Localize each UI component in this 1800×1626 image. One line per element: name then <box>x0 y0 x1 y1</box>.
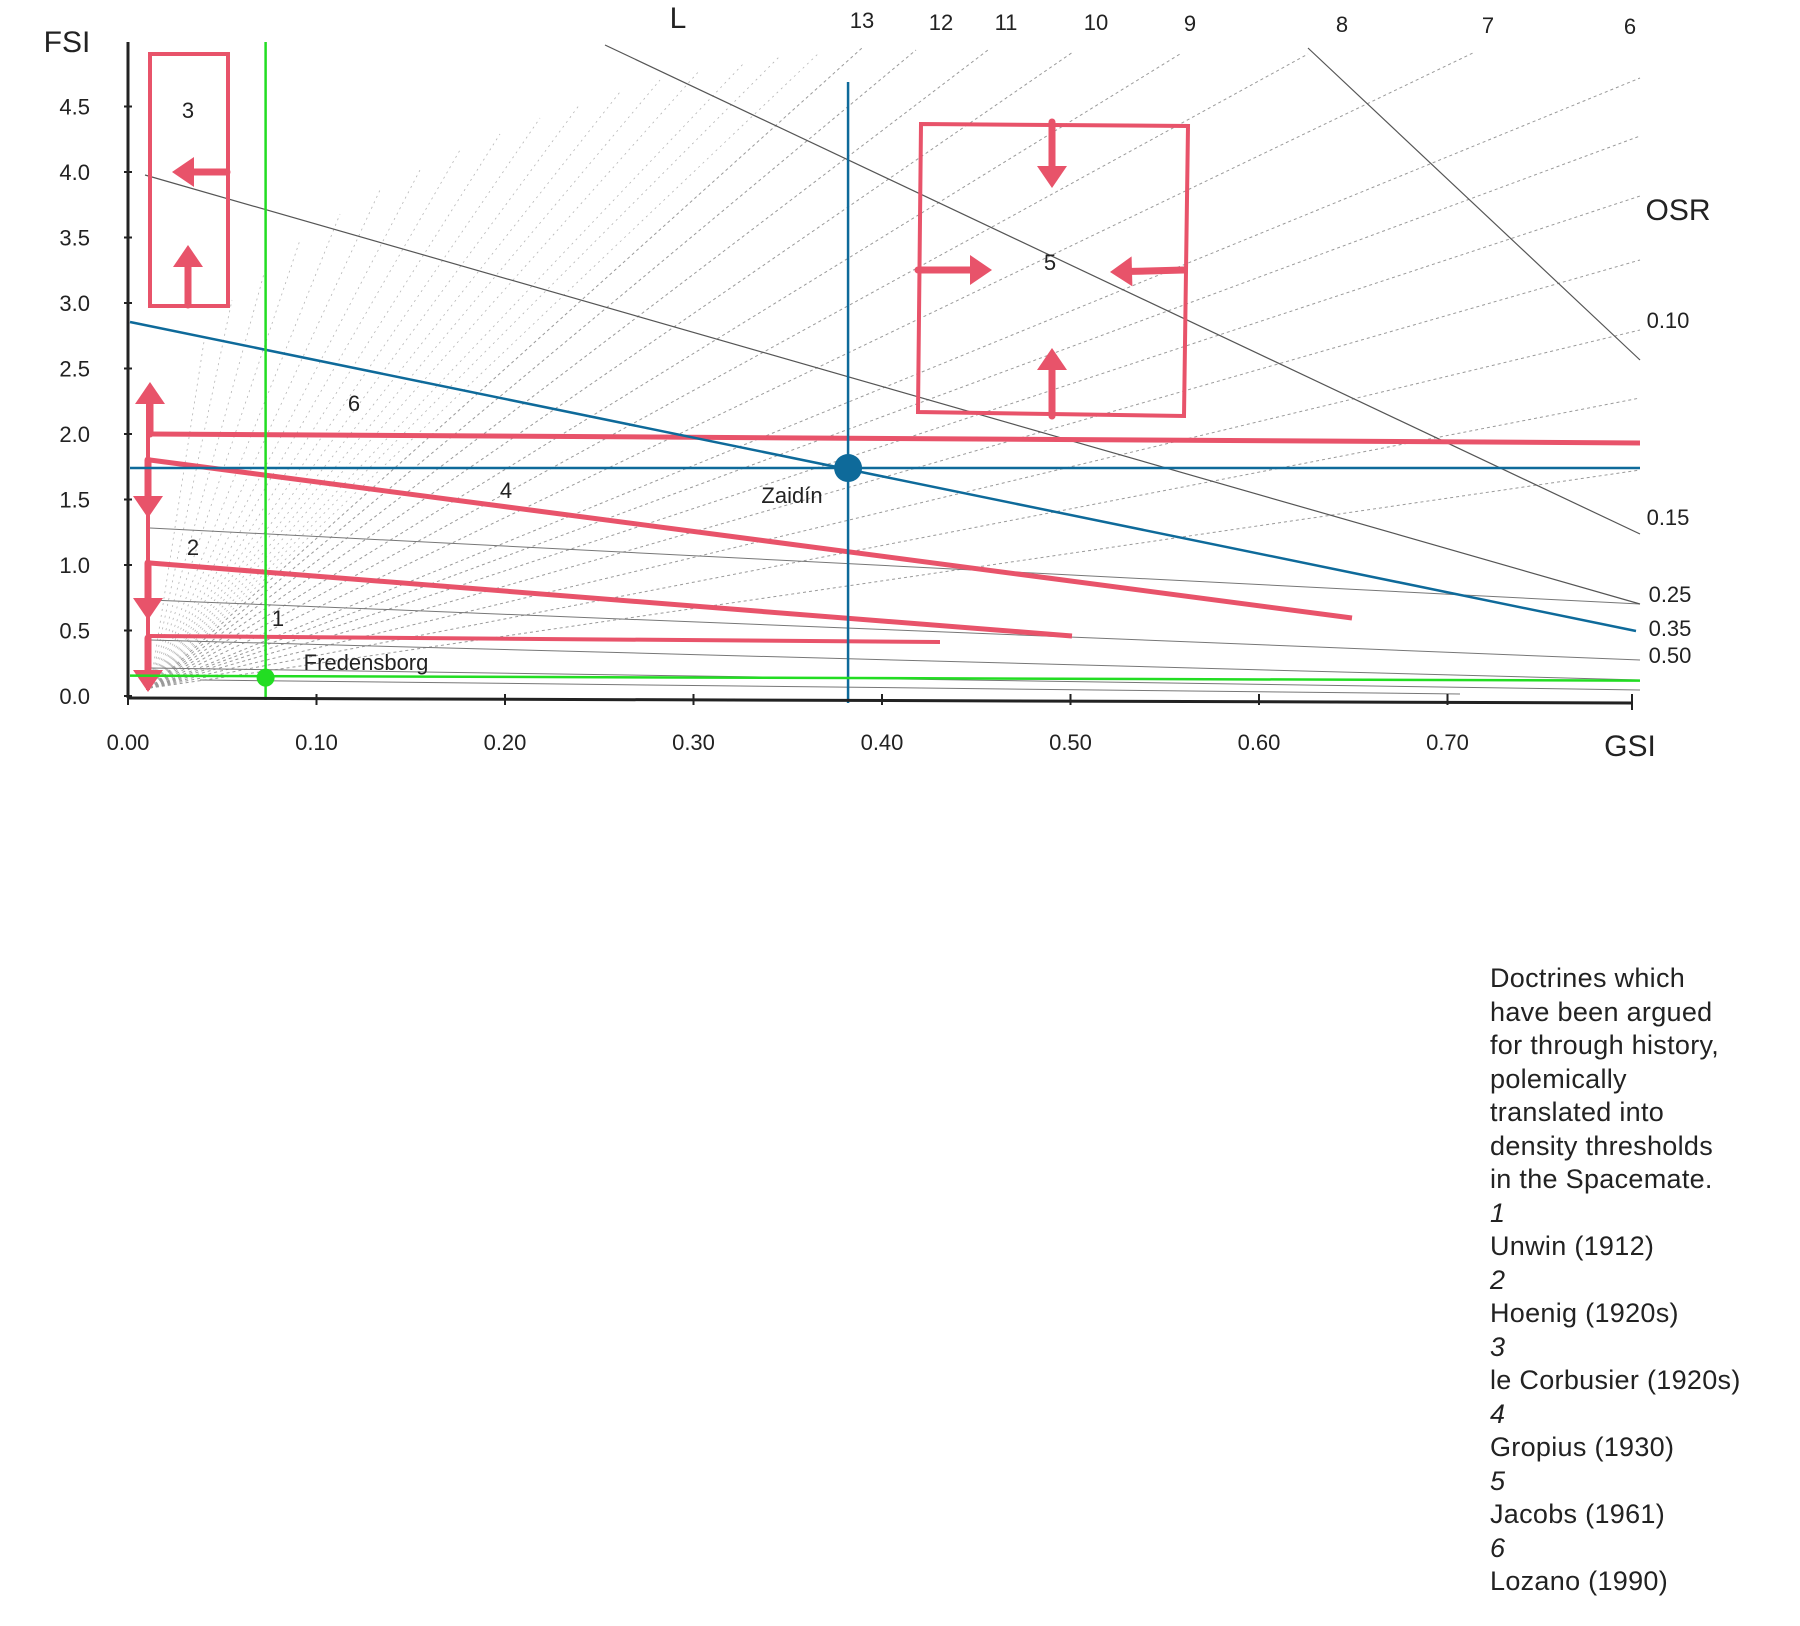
y-tick-label: 2.5 <box>59 356 90 382</box>
label-layer <box>182 2 1711 675</box>
floor-line <box>150 56 780 688</box>
arrow-left-head <box>172 157 194 187</box>
zaidin-osr-line <box>130 322 1636 631</box>
caption-item-name: Unwin (1912) <box>1490 1231 1655 1261</box>
caption-item-name: Hoenig (1920s) <box>1490 1298 1679 1328</box>
doctrine-label-3: 3 <box>181 98 195 123</box>
osr-value: 0.25 <box>1648 582 1692 607</box>
caption-intro-line: in the Spacemate. <box>1490 1164 1713 1194</box>
x-tick-label: 0.60 <box>1237 730 1281 755</box>
y-tick-label: 1.5 <box>59 487 90 513</box>
caption <box>1490 962 1790 1599</box>
x-tick-label: 0.10 <box>295 730 338 755</box>
arrow-down-head <box>133 670 163 692</box>
doctrine-label-1: 1 <box>271 606 285 631</box>
l-label: L <box>669 2 687 35</box>
doctrine-label-2: 2 <box>186 535 200 560</box>
caption-items <box>1490 1197 1790 1599</box>
caption-item-number: 3 <box>1490 1331 1506 1362</box>
caption-item-number: 2 <box>1490 1264 1506 1295</box>
l-value: 6 <box>1623 14 1637 39</box>
caption-intro-line: for through history, <box>1490 1030 1720 1060</box>
caption-item-name: Gropius (1930) <box>1490 1432 1675 1462</box>
doctrine-label-4: 4 <box>499 478 513 503</box>
doctrine-label-5: 5 <box>1043 250 1057 275</box>
caption-intro-line: polemically <box>1490 1063 1627 1094</box>
y-tick-label: 0.5 <box>59 618 90 644</box>
arrow-up-head <box>173 245 203 267</box>
arrow-down-head <box>1037 166 1067 188</box>
grid-layer <box>145 45 1640 694</box>
axis-layer <box>44 26 1656 763</box>
y-tick-label: 4.5 <box>59 94 90 120</box>
arrow-left-head <box>1110 256 1132 286</box>
osr-value: 0.50 <box>1648 643 1692 668</box>
arrow-right-head <box>970 255 992 285</box>
x-tick-label: 0.70 <box>1426 730 1469 755</box>
y-axis-label: FSI <box>43 26 91 59</box>
floor-line <box>150 136 1640 688</box>
caption-item-name: Lozano (1990) <box>1490 1566 1669 1596</box>
floor-line <box>150 52 1073 688</box>
y-tick-label: 1.0 <box>59 553 90 578</box>
floor-line <box>150 78 1640 688</box>
floor-line <box>150 70 700 688</box>
arrow-down-head <box>133 496 163 518</box>
caption-item-number: 6 <box>1490 1532 1506 1563</box>
x-axis <box>128 698 1632 703</box>
x-tick-label: 0.00 <box>106 730 150 755</box>
caption-intro-line: translated into <box>1490 1097 1665 1127</box>
floor-line <box>150 214 340 688</box>
arrow-down-head <box>133 598 163 620</box>
x-axis-label: GSI <box>1604 730 1656 763</box>
osr-curve <box>605 45 1640 534</box>
floor-line <box>150 92 620 688</box>
doctrine-6-line <box>150 434 1640 443</box>
floor-line <box>150 150 460 688</box>
x-tick-label: 0.40 <box>860 730 904 755</box>
caption-item-number: 5 <box>1490 1465 1506 1496</box>
floor-line <box>150 52 823 688</box>
caption-item-number: 1 <box>1490 1197 1506 1228</box>
zaidin-point <box>834 454 862 482</box>
osr-label: OSR <box>1645 194 1711 227</box>
fredensborg-fsi-line <box>130 676 1640 681</box>
doctrine-label-6: 6 <box>347 391 361 416</box>
caption-intro <box>1490 962 1790 1197</box>
y-tick-label: 2.0 <box>59 422 90 447</box>
y-tick-label: 4.0 <box>59 160 90 185</box>
fredensborg-label: Fredensborg <box>303 650 429 675</box>
y-tick-label: 3.5 <box>59 225 90 251</box>
doctrine-2-line <box>150 563 1072 636</box>
floor-line <box>150 62 745 688</box>
floor-line <box>150 170 420 688</box>
x-tick-label: 0.20 <box>483 730 527 755</box>
l-value: 10 <box>1083 10 1109 35</box>
l-value: 11 <box>994 10 1018 35</box>
arrow-up-head <box>1037 348 1067 370</box>
floor-line <box>150 54 1180 688</box>
arrow-left <box>1132 270 1184 271</box>
caption-item-name: le Corbusier (1920s) <box>1490 1365 1741 1395</box>
osr-curve <box>200 680 1460 694</box>
floor-line <box>150 270 265 688</box>
floor-line <box>150 134 500 688</box>
l-value: 8 <box>1335 12 1349 37</box>
x-tick-label: 0.50 <box>1049 730 1092 755</box>
y-tick-label: 0.0 <box>59 684 90 709</box>
x-tick-label: 0.30 <box>672 730 715 755</box>
zaidin-label: Zaidín <box>761 483 823 508</box>
l-value: 7 <box>1481 13 1495 38</box>
l-value: 12 <box>928 10 954 35</box>
floor-line <box>150 50 988 688</box>
floor-line <box>150 330 1640 688</box>
caption-intro-line: density thresholds <box>1490 1130 1714 1161</box>
osr-value: 0.15 <box>1646 505 1690 530</box>
l-value: 13 <box>849 8 875 33</box>
osr-value: 0.35 <box>1648 616 1692 641</box>
floor-line <box>150 104 580 688</box>
caption-intro-line: Doctrines which <box>1490 963 1686 993</box>
floor-line <box>150 52 1475 688</box>
osr-value: 0.10 <box>1646 308 1690 333</box>
y-tick-label: 3.0 <box>59 291 90 316</box>
caption-intro-line: have been argued <box>1490 996 1713 1027</box>
fredensborg-point <box>257 669 275 687</box>
caption-item-name: Jacobs (1961) <box>1490 1499 1665 1529</box>
floor-line <box>150 54 1308 688</box>
caption-item-number: 4 <box>1490 1398 1506 1429</box>
osr-curve <box>1308 48 1640 360</box>
arrow-up-head <box>135 382 165 404</box>
l-value: 9 <box>1183 11 1197 36</box>
